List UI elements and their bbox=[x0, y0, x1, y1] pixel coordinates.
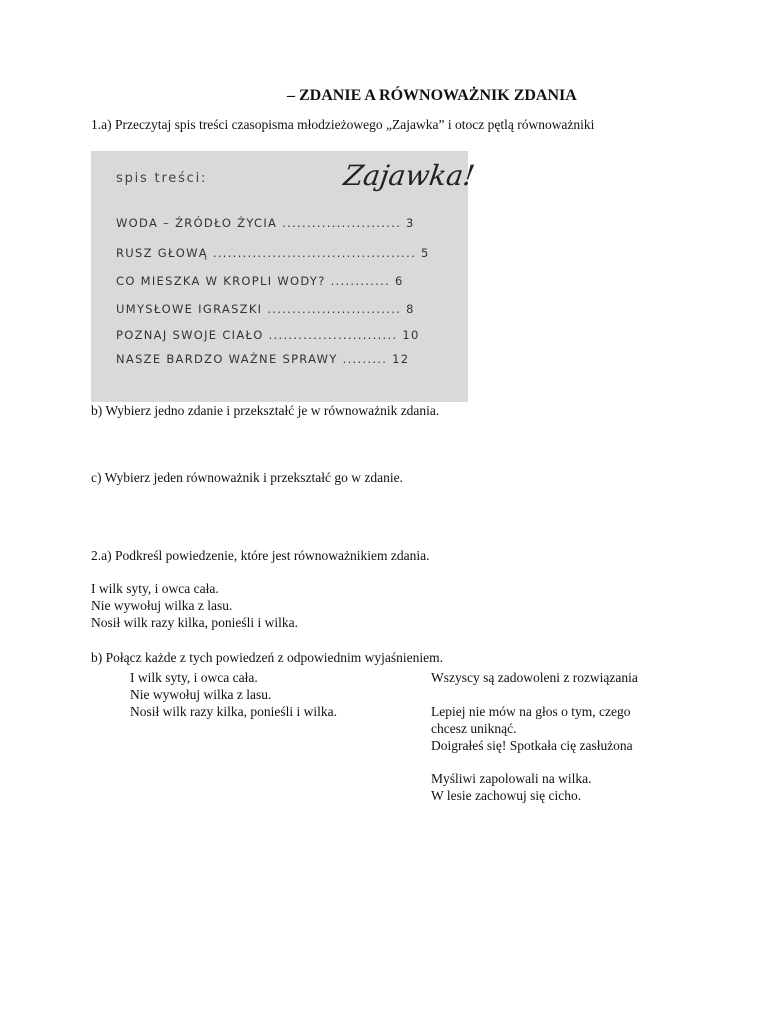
match-explanation: W lesie zachowuj się cicho. bbox=[431, 788, 582, 803]
match-explanation: Doigrałeś się! Spotkała cię zasłużona bbox=[431, 738, 633, 753]
toc-item: POZNAJ SWOJE CIAŁO .......................... 10 bbox=[116, 328, 420, 342]
toc-item: RUSZ GŁOWĄ ......................................... 5 bbox=[116, 246, 430, 260]
match-proverb: Nie wywołuj wilka z lasu. bbox=[130, 687, 272, 702]
zajawka-logo: Zajawka! bbox=[341, 159, 477, 192]
task-2b-instruction: b) Połącz każde z tych powiedzeń z odpowiednim wyjaśnieniem. bbox=[91, 650, 444, 665]
toc-item: WODA – ŹRÓDŁO ŻYCIA ........................ 3 bbox=[116, 216, 415, 230]
match-proverb: I wilk syty, i owca cała. bbox=[130, 670, 258, 685]
task-1b-instruction: b) Wybierz jedno zdanie i przekształć je w równoważnik zdania. bbox=[91, 403, 440, 418]
match-explanation: Lepiej nie mów na głos o tym, czego bbox=[431, 704, 631, 719]
task-1c-instruction: c) Wybierz jeden równoważnik i przekształć go w zdanie. bbox=[91, 470, 403, 485]
proverb-line: I wilk syty, i owca cała. bbox=[91, 581, 219, 596]
table-of-contents-box bbox=[91, 151, 477, 402]
match-explanation: Myśliwi zapolowali na wilka. bbox=[431, 771, 592, 786]
task-1a-instruction: 1.a) Przeczytaj spis treści czasopisma młodzieżowego „Zajawka” i otocz pętlą równoważniki bbox=[91, 117, 595, 132]
proverb-line: Nie wywołuj wilka z lasu. bbox=[91, 598, 233, 613]
toc-item: UMYSŁOWE IGRASZKI ........................... 8 bbox=[116, 302, 415, 316]
toc-item: NASZE BARDZO WAŻNE SPRAWY ......... 12 bbox=[116, 352, 410, 366]
toc-item: CO MIESZKA W KROPLI WODY? ............ 6 bbox=[116, 274, 404, 288]
toc-heading: spis treści: bbox=[116, 171, 208, 186]
task-2a-instruction: 2.a) Podkreśl powiedzenie, które jest równoważnikiem zdania. bbox=[91, 548, 430, 563]
match-explanation: Wszyscy są zadowoleni z rozwiązania bbox=[431, 670, 638, 685]
match-explanation: chcesz uniknąć. bbox=[431, 721, 517, 736]
page-title: – ZDANIE A RÓWNOWAŻNIK ZDANIA bbox=[287, 87, 577, 104]
match-proverb: Nosił wilk razy kilka, ponieśli i wilka. bbox=[130, 704, 337, 719]
proverb-line: Nosił wilk razy kilka, ponieśli i wilka. bbox=[91, 615, 298, 630]
